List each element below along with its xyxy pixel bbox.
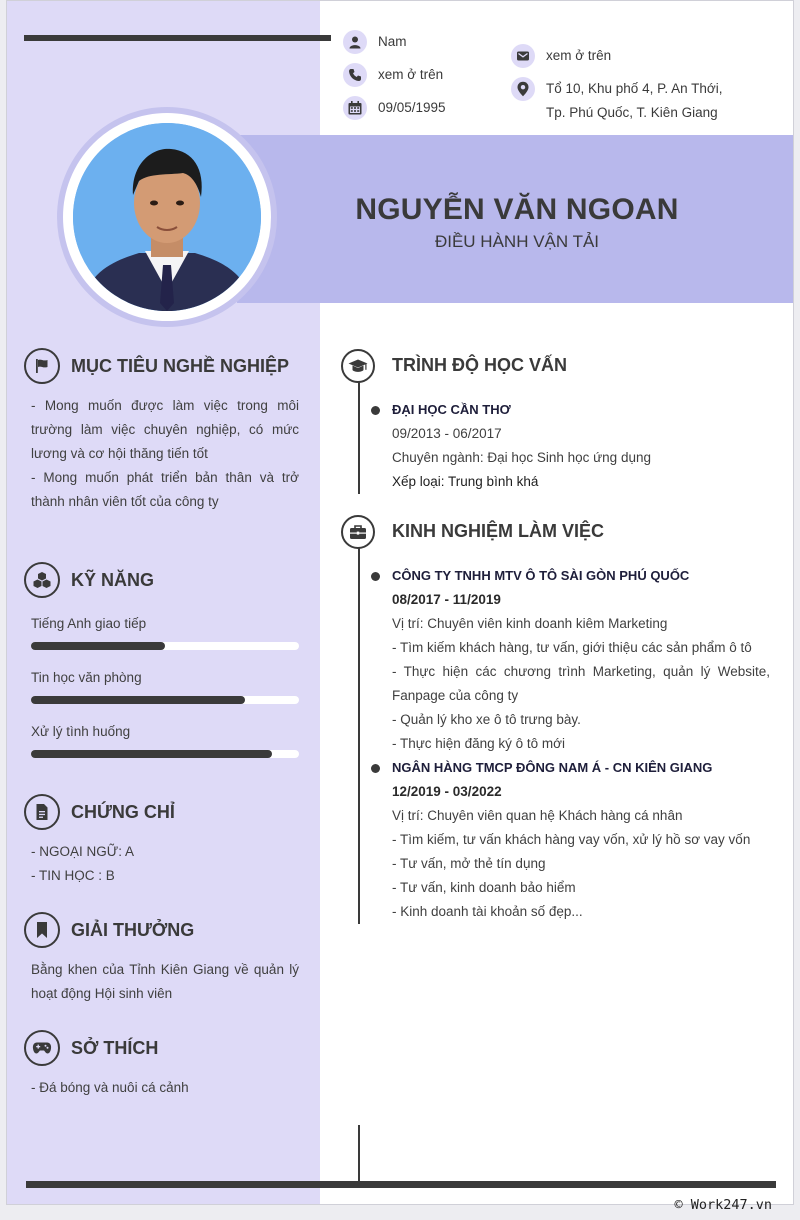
skill-name-3: Xử lý tình huống [31,724,131,739]
education-title: TRÌNH ĐỘ HỌC VẤN [392,355,567,375]
email-icon [511,44,535,68]
objective-line-1: - Mong muốn được làm việc trong môi trường làm việc chuyên nghiệp, có mức lương và cơ hội thăng tiến tốt [31,398,299,461]
resume-page [6,0,794,1205]
job-1-position: Vị trí: Chuyên viên kinh doanh kiêm Marketing [392,616,668,631]
experience-timeline-line [358,547,360,924]
education-major: Chuyên ngành: Đại học Sinh học ứng dụng [392,450,651,465]
skill-name-1: Tiếng Anh giao tiếp [31,616,147,631]
contact-gender [343,30,407,54]
phone-text: xem ở trên [378,67,444,82]
job-1-dot [371,572,380,581]
objective-body [31,394,299,514]
job-2-company: NGÂN HÀNG TMCP ĐÔNG NAM Á - CN KIÊN GIANG [392,760,713,775]
skill-bar-2 [31,696,299,704]
person-icon [343,30,367,54]
certificates-title: CHỨNG CHỈ [71,801,175,822]
objective-header [24,348,289,384]
skill-bar-3 [31,750,299,758]
job-2-duty-2: - Tư vấn, mở thẻ tín dụng [392,856,546,871]
gender-text: Nam [378,34,407,49]
job-2-period: 12/2019 - 03/2022 [392,784,502,799]
flag-icon [24,348,60,384]
cubes-icon [24,562,60,598]
certificate-1: - NGOẠI NGỮ: A [31,844,135,859]
job-1-company: CÔNG TY TNHH MTV Ô TÔ SÀI GÒN PHÚ QUỐC [392,568,690,583]
bottom-timeline-line [358,1125,360,1185]
full-name: NGUYỄN VĂN NGOAN [355,193,679,226]
skill-fill-2 [31,696,245,704]
education-period: 09/2013 - 06/2017 [392,426,502,441]
job-1-duty-2: - Thực hiện các chương trình Marketing, quản lý Website, Fanpage của công ty [392,664,770,703]
skill-bar-1 [31,642,299,650]
education-timeline-line [358,381,360,494]
job-2 [392,756,782,924]
job-2-position: Vị trí: Chuyên viên quan hệ Khách hàng cá nhân [392,808,683,823]
graduation-cap-icon [341,349,375,383]
awards-header [24,912,194,948]
certificate-2: - TIN HỌC : B [31,868,115,883]
phone-icon [343,63,367,87]
skill-fill-3 [31,750,272,758]
objective-title: MỤC TIÊU NGHỀ NGHIỆP [71,355,290,376]
footer-watermark: © Work247.vn [674,1197,772,1213]
birthday-text: 09/05/1995 [378,100,446,115]
education-school: ĐẠI HỌC CẦN THƠ [392,402,511,417]
objective-line-2: - Mong muốn phát triển bản thân và trở thành nhân viên tốt của công ty [31,470,299,509]
calendar-icon [343,96,367,120]
job-1-duty-1: - Tìm kiếm khách hàng, tư vấn, giới thiệu các sản phẩm ô tô [392,640,752,655]
address-line-1: Tổ 10, Khu phố 4, P. An Thới, [546,81,723,96]
top-divider [24,35,331,41]
location-pin-icon [511,77,535,101]
education-dot [371,406,380,415]
awards-title: GIẢI THƯỞNG [71,919,195,940]
awards-body: Bằng khen của Tỉnh Kiên Giang về quản lý hoạt động Hội sinh viên [31,962,299,1001]
contact-email [511,44,611,68]
hobbies-header [24,1030,158,1066]
contact-address [511,77,722,125]
job-1-duty-4: - Thực hiện đăng ký ô tô mới [392,736,565,751]
skills-header [24,562,154,598]
email-text: xem ở trên [546,48,612,63]
job-2-duty-4: - Kinh doanh tài khoản số đẹp... [392,904,583,919]
bottom-divider [26,1181,776,1188]
job-2-duty-1: - Tìm kiếm, tư vấn khách hàng vay vốn, xử lý hồ sơ vay vốn [392,832,751,847]
job-1-period: 08/2017 - 11/2019 [392,592,501,607]
avatar [73,123,261,311]
skills-title: KỸ NĂNG [71,569,155,590]
document-icon [24,794,60,830]
hobbies-title: SỞ THÍCH [71,1037,159,1058]
job-title: ĐIỀU HÀNH VẬN TẢI [434,232,600,251]
certificates-header [24,794,175,830]
gamepad-icon [24,1030,60,1066]
experience-title: KINH NGHIỆM LÀM VIỆC [392,521,605,541]
bookmark-icon [24,912,60,948]
hobbies-body: - Đá bóng và nuôi cá cảnh [31,1080,189,1095]
contact-birthday [343,96,446,120]
job-2-duty-3: - Tư vấn, kinh doanh bảo hiểm [392,880,576,895]
job-2-dot [371,764,380,773]
education-body [392,398,782,494]
skill-name-2: Tin học văn phòng [31,670,142,685]
address-line-2: Tp. Phú Quốc, T. Kiên Giang [546,105,718,120]
briefcase-icon [341,515,375,549]
job-1 [392,564,770,756]
education-grade: Xếp loại: Trung bình khá [392,474,539,489]
job-1-duty-3: - Quản lý kho xe ô tô trưng bày. [392,712,581,727]
certificates-body [31,840,299,888]
skill-fill-1 [31,642,165,650]
contact-phone [343,63,443,87]
